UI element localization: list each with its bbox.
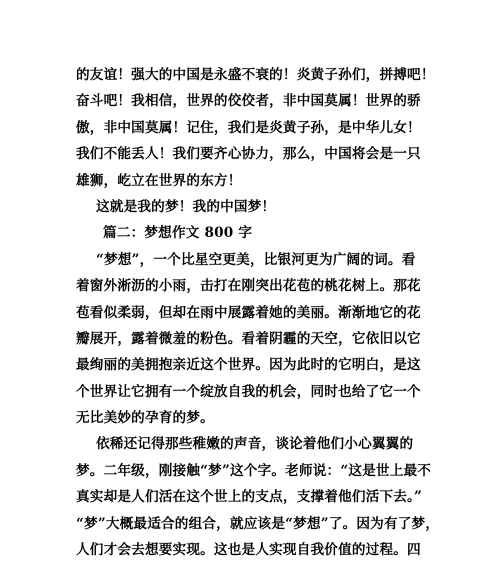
- text-line: 我们不能丢人！我们要齐心协力，那么，中国将会是一只: [76, 146, 421, 163]
- text-line: 无比美妙的孕育的梦。: [76, 410, 214, 427]
- text-line: “梦”大概最适合的组合，就应该是“梦想”了。因为有了梦，: [76, 515, 440, 532]
- essay-text: [76, 62, 440, 565]
- text-line: 最绚丽的美拥抱亲近这个世界。因为此时的它明白，是这: [76, 357, 421, 374]
- text-line: 真实却是人们活在这个世上的支点，支撑着他们活下去。”: [76, 489, 423, 506]
- text-line: “梦想”，一个比星空更美，比银河更为广阔的词。看: [96, 251, 416, 268]
- text-line: 苞看似柔弱，但却在雨中展露着她的美丽。渐渐地它的花: [76, 304, 421, 321]
- section-heading: 篇二：梦想作文 800 字: [103, 225, 253, 242]
- text-line: 傲，非中国莫属！记住，我们是炎黄子孙，是中华儿女！: [76, 119, 421, 136]
- text-line: 人们才会去想要实现。这也是人实现自我价值的过程。四: [76, 542, 421, 559]
- dream-statement: 这就是我的梦！我的中国梦！: [96, 198, 276, 215]
- text-line: 依稀还记得那些稚嫩的声音，谈论着他们小心翼翼的: [96, 436, 414, 453]
- text-line: 个世界让它拥有一个绽放自我的机会，同时也给了它一个: [76, 383, 421, 400]
- text-line: 的友谊！强大的中国是永盛不衰的！炎黄子孙们，拼搏吧！: [76, 67, 435, 83]
- text-line: 奋斗吧！我相信，世界的佼佼者，非中国莫属！世界的骄: [76, 93, 421, 110]
- text-line: 瓣展开，露着微羞的粉色。看着阴霾的天空，它依旧以它: [76, 330, 421, 347]
- text-line: 梦。二年级，刚接触“梦”这个字。老师说：“这是世上最不: [76, 462, 432, 479]
- text-line: 着窗外淅沥的小雨，击打在刚突出花苞的桃花树上。那花: [76, 278, 421, 295]
- text-line: 雄狮，屹立在世界的东方！: [76, 172, 242, 189]
